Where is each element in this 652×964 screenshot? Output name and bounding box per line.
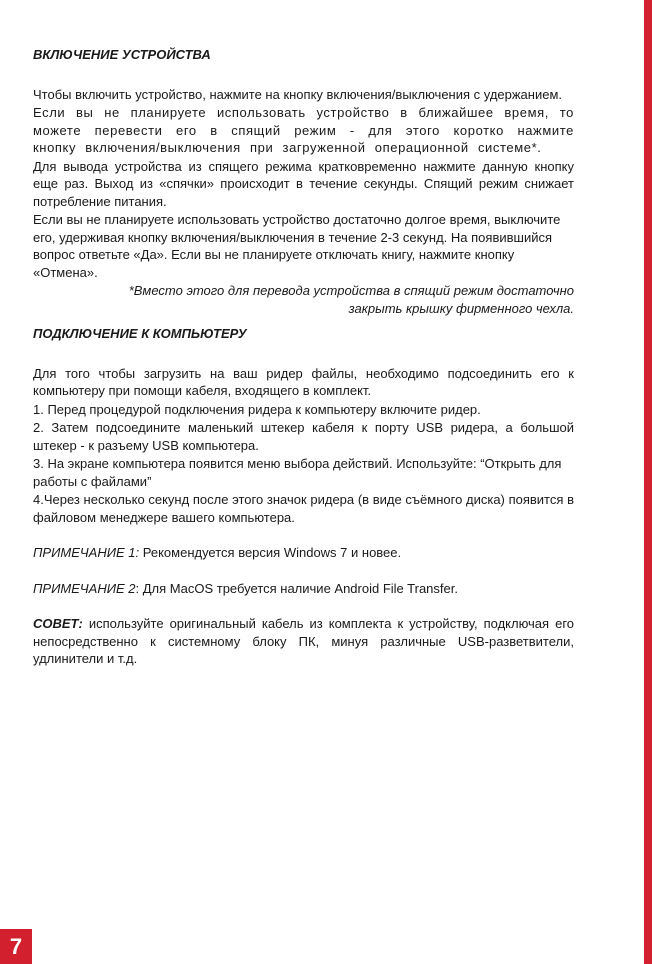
manual-page-content	[33, 46, 574, 669]
note-windows	[33, 544, 574, 562]
tip-cable	[33, 615, 574, 668]
footnote-cover	[33, 282, 574, 317]
note-text: : Для MacOS требуется наличие Android File Transfer.	[135, 580, 458, 596]
list-item: 4.Через несколько секунд после этого значок ридера (в виде съёмного диска) появится в файловом менеджере вашего компьютера.	[33, 492, 574, 525]
note-text: Рекомендуется версия Windows 7 и новее.	[139, 545, 402, 560]
paragraph-connect-intro: Для того чтобы загрузить на ваш ридер файлы, необходимо подсоединить его к компьютеру при помощи кабеля, входящего в комплект.	[33, 365, 574, 398]
section-title-pc-connect: ПОДКЛЮЧЕНИЕ К КОМПЬЮТЕРУ	[33, 326, 247, 341]
note-label: ПРИМЕЧАНИЕ 1:	[33, 545, 140, 560]
list-item: 2. Затем подсоедините маленький штекер кабеля к порту USB ридера, а большой штекер - к разъему USB компьютера.	[33, 420, 574, 453]
right-accent-bar	[644, 0, 652, 964]
paragraph-wake-up: Для вывода устройства из спящего режима кратковременно нажмите данную кнопку еще раз. Выход из «спячки» происходит в течение секунды. Спящий режим снижает потребление питания.	[33, 158, 574, 209]
paragraph-power-on: Чтобы включить устройство, нажмите на кнопку включения/выключения с удержанием.	[33, 86, 563, 102]
tip-text: используйте оригинальный кабель из комплекта к устройству, подключая его непосредственно к системному блоку ПК, минуя различные USB-разветвители, удлинители и т.д.	[33, 616, 574, 666]
paragraph-power-off: Если вы не планируете использовать устройство достаточно долгое время, выключите его, удерживая кнопку включения/выключения в течение 2-3 секунд. На появившийся вопрос ответьте «Да». Если вы не планируете отключать книгу, нажмите кнопку «Отмена».	[33, 212, 561, 280]
note-macos	[33, 580, 574, 598]
list-item: 3. На экране компьютера появится меню выбора действий. Используйте: “Открыть для работы с файлами”	[33, 456, 562, 489]
footnote-line-2: закрыть крышку фирменного чехла.	[348, 300, 574, 316]
note-label: ПРИМЕЧАНИЕ 2	[33, 580, 136, 596]
page-number-badge: 7	[0, 929, 32, 964]
footnote-line-1: *Вместо этого для перевода устройства в спящий режим достаточно	[128, 283, 574, 298]
list-item: 1. Перед процедурой подключения ридера к компьютеру включите ридер.	[33, 401, 481, 417]
section-title-power-on: ВКЛЮЧЕНИЕ УСТРОЙСТВА	[33, 47, 211, 62]
paragraph-sleep-mode: Если вы не планируете использовать устройство в ближайшее время, то можете перевести его в спящий режим - для этого коротко нажмите кнопку включения/выключения при загруженной операционной системе*.	[33, 105, 574, 155]
tip-label: СОВЕТ:	[33, 616, 83, 631]
